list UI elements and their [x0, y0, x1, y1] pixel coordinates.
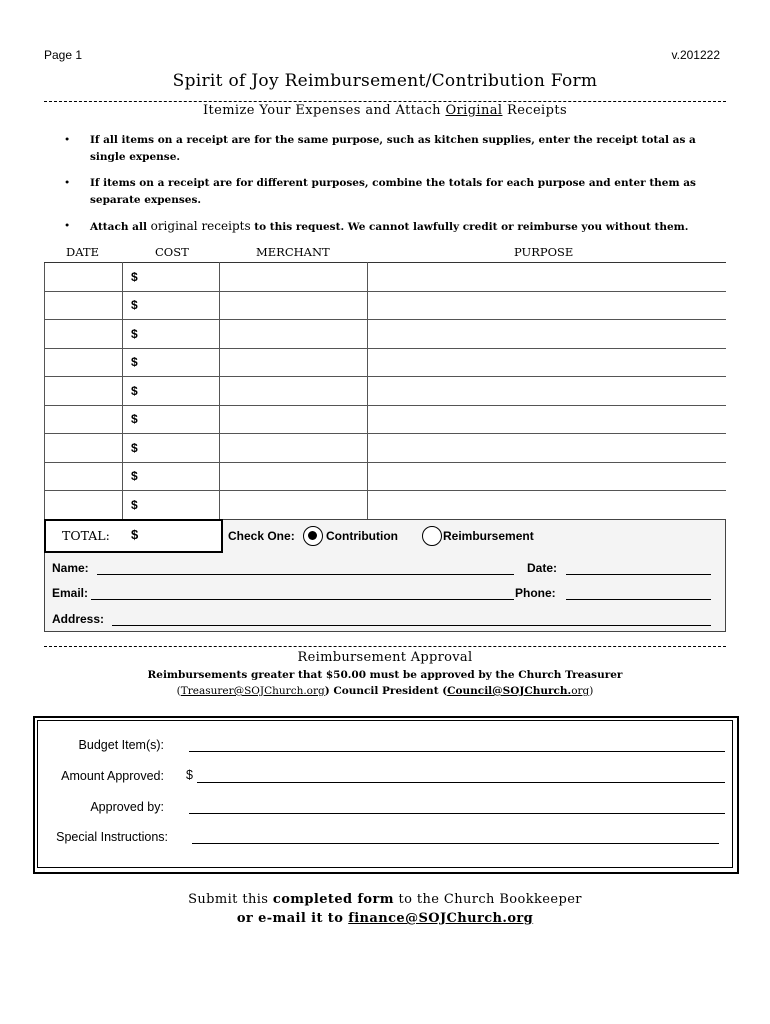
purpose-cell[interactable]: [368, 405, 727, 434]
expense-row: [45, 434, 727, 463]
submit-instructions: [0, 892, 770, 907]
cost-cell[interactable]: [123, 348, 220, 377]
submit-pre: Submit this: [188, 892, 273, 907]
purpose-cell[interactable]: [368, 291, 727, 320]
instructions-list: [62, 132, 728, 245]
email-field[interactable]: [91, 599, 514, 600]
email-label: Email:: [52, 586, 89, 600]
form-title: Spirit of Joy Reimbursement/Contribution Form: [172, 71, 598, 91]
phone-label: Phone:: [515, 586, 556, 600]
expense-row: [45, 377, 727, 406]
budget-item-field[interactable]: [189, 751, 725, 752]
column-header-cost: COST: [155, 245, 189, 259]
name-label: Name:: [52, 561, 89, 575]
purpose-cell[interactable]: [368, 491, 727, 520]
date-cell[interactable]: [45, 320, 123, 349]
instruction-item: [62, 218, 728, 236]
expense-row: [45, 405, 727, 434]
instruction-item: • If all items on a receipt are for the same purpose, such as kitchen supplies, enter the receipt total as a single expense.: [62, 132, 728, 166]
cost-cell[interactable]: [123, 320, 220, 349]
total-currency: $: [131, 527, 139, 542]
council-president-text: ) Council President (: [324, 685, 448, 697]
column-header-purpose: PURPOSE: [514, 245, 574, 259]
submit-email-line: [0, 911, 770, 926]
expense-row: [45, 320, 727, 349]
email-pre: or e-mail it to: [236, 911, 349, 926]
merchant-cell[interactable]: [220, 377, 368, 406]
purpose-cell[interactable]: [368, 263, 727, 292]
paren-open: (: [176, 685, 181, 697]
subtitle-post: Receipts: [502, 103, 568, 118]
instruction-text-plain: original receipts: [150, 219, 251, 233]
date-cell[interactable]: [45, 434, 123, 463]
cost-cell[interactable]: [123, 491, 220, 520]
council-email-link[interactable]: [447, 685, 589, 697]
council-email-bold: Council@SOJChurch.: [447, 685, 572, 697]
date-cell[interactable]: [45, 348, 123, 377]
finance-email-link[interactable]: finance@SOJChurch.org: [348, 911, 534, 926]
merchant-cell[interactable]: [220, 263, 368, 292]
address-field[interactable]: [112, 625, 711, 626]
approval-requirement: Reimbursements greater that $50.00 must be approved by the Church Treasurer: [147, 669, 623, 681]
currency-symbol: $: [131, 469, 138, 484]
purpose-cell[interactable]: [368, 462, 727, 491]
column-header-merchant: MERCHANT: [256, 245, 330, 259]
amount-approved-field[interactable]: [197, 782, 725, 783]
currency-symbol: $: [131, 497, 138, 512]
date-cell[interactable]: [45, 491, 123, 520]
expense-row: [45, 348, 727, 377]
cost-cell[interactable]: [123, 405, 220, 434]
cost-cell[interactable]: [123, 377, 220, 406]
contribution-radio[interactable]: [303, 526, 323, 546]
date-cell[interactable]: [45, 263, 123, 292]
amount-approved-label: Amount Approved:: [61, 769, 164, 783]
expense-row: [45, 263, 727, 292]
paren-close: ): [589, 685, 594, 697]
expense-row: [45, 462, 727, 491]
cost-cell[interactable]: [123, 291, 220, 320]
purpose-cell[interactable]: [368, 377, 727, 406]
total-label: TOTAL:: [62, 528, 110, 543]
merchant-cell[interactable]: [220, 434, 368, 463]
date-field[interactable]: [566, 574, 711, 575]
approved-by-field[interactable]: [189, 813, 725, 814]
date-cell[interactable]: [45, 291, 123, 320]
purpose-cell[interactable]: [368, 348, 727, 377]
date-cell[interactable]: [45, 377, 123, 406]
purpose-cell[interactable]: [368, 320, 727, 349]
council-email-tail: org: [571, 685, 590, 697]
date-cell[interactable]: [45, 462, 123, 491]
form-subtitle: [0, 103, 770, 118]
approved-by-label: Approved by:: [90, 800, 164, 814]
approval-contacts: [0, 685, 770, 697]
page-number: Page 1: [44, 48, 83, 62]
contribution-label: Contribution: [326, 529, 398, 543]
expense-table: [44, 262, 726, 520]
date-cell[interactable]: [45, 405, 123, 434]
currency-symbol: $: [131, 298, 138, 313]
name-field[interactable]: [97, 574, 514, 575]
budget-item-label: Budget Item(s):: [78, 738, 164, 752]
subtitle-underlined: Original: [445, 103, 503, 118]
currency-symbol: $: [131, 326, 138, 341]
merchant-cell[interactable]: [220, 491, 368, 520]
purpose-cell[interactable]: [368, 434, 727, 463]
merchant-cell[interactable]: [220, 320, 368, 349]
currency-symbol: $: [131, 440, 138, 455]
special-instructions-label: Special Instructions:: [56, 830, 168, 844]
currency-symbol: $: [131, 269, 138, 284]
reimbursement-radio[interactable]: [422, 526, 442, 546]
expense-row: [45, 491, 727, 520]
instruction-text: to this request. We cannot lawfully credit or reimburse you without them.: [250, 221, 689, 233]
instruction-item: • If items on a receipt are for different purposes, combine the totals for each purpose and enter them as separate expenses.: [62, 175, 728, 209]
instruction-text: Attach all: [90, 221, 151, 233]
form-version: v.201222: [671, 48, 720, 62]
treasurer-email-link[interactable]: Treasurer@SOJChurch.org: [180, 685, 325, 697]
merchant-cell[interactable]: [220, 348, 368, 377]
cost-cell[interactable]: [123, 434, 220, 463]
divider-approval: [44, 646, 726, 647]
merchant-cell[interactable]: [220, 462, 368, 491]
check-one-label: Check One:: [228, 529, 295, 543]
column-header-date: DATE: [66, 245, 99, 259]
currency-symbol: $: [131, 383, 138, 398]
subtitle-pre: Itemize Your Expenses and Attach: [202, 103, 446, 118]
cost-cell[interactable]: [123, 263, 220, 292]
special-instructions-field[interactable]: [192, 843, 719, 844]
cost-cell[interactable]: [123, 462, 220, 491]
date-label: Date:: [527, 561, 558, 575]
submit-post: to the Church Bookkeeper: [393, 892, 582, 907]
amount-currency: $: [186, 768, 193, 782]
currency-symbol: $: [131, 412, 138, 427]
divider-top: [44, 101, 726, 102]
address-label: Address:: [52, 612, 105, 626]
approval-title: Reimbursement Approval: [297, 650, 473, 665]
phone-field[interactable]: [566, 599, 711, 600]
currency-symbol: $: [131, 355, 138, 370]
merchant-cell[interactable]: [220, 291, 368, 320]
submit-bold: completed form: [272, 892, 394, 907]
reimbursement-label: Reimbursement: [443, 529, 534, 543]
expense-row: [45, 291, 727, 320]
merchant-cell[interactable]: [220, 405, 368, 434]
